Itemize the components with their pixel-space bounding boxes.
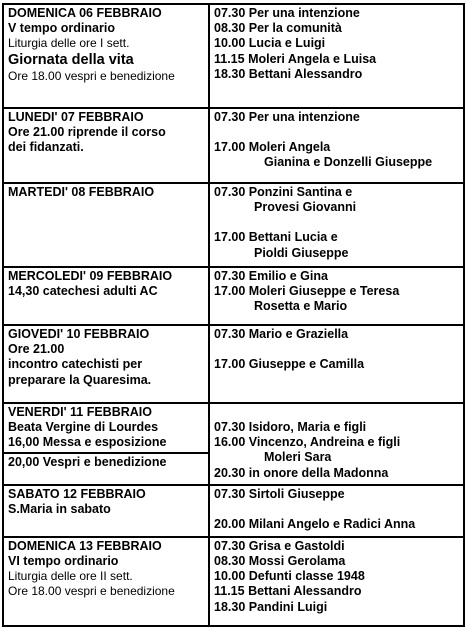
mass-intentions-cell [209,4,464,108]
day-heading: VENERDI' 11 FEBBRAIO [8,405,152,419]
mass-intentions-cell [209,267,464,325]
day-info-cell [3,4,209,108]
event-note: Ore 21.00 riprende il corso [8,125,166,140]
event-note: incontro catechisti per [8,357,143,372]
event-note: 20,00 Vespri e benedizione [8,454,167,469]
table-row [3,183,464,267]
mass-schedule-sheet [2,3,463,621]
vespers-note: Ore 18.00 vespri e benedizione [8,68,175,83]
mass-entry: 17.00 Bettani Lucia e [214,230,338,245]
table-row [3,267,464,325]
mass-entry: 07.30 Mario e Graziella [214,327,349,341]
mass-intentions-cell [209,403,464,485]
table-row [3,403,464,485]
table-row [3,485,464,537]
event-note: Ore 21.00 [8,342,65,357]
day-heading: DOMENICA 13 FEBBRAIO [8,538,162,553]
table-row [3,108,464,183]
mass-entry: 08.30 Mossi Gerolama [214,554,346,569]
mass-entry: 07.30 Grisa e Gastoldi [214,538,345,553]
mass-entry: 17.00 Moleri Giuseppe e Teresa [214,284,400,299]
mass-entry: 17.00 Moleri Angela [214,140,331,155]
mass-intentions-cell [209,485,464,537]
mass-entry: 18.30 Bettani Alessandro [214,66,363,81]
table-row [3,325,464,403]
schedule-table [2,3,465,627]
mass-entry: 11.15 Bettani Alessandro [214,584,362,599]
mass-entry-continued: Moleri Sara [264,450,332,465]
mass-entry: 10.00 Defunti classe 1948 [214,569,365,584]
cell-divider [4,452,208,454]
mass-entry: 08.30 Per la comunità [214,21,342,36]
mass-entry: 07.30 Per una intenzione [214,110,360,124]
mass-entry: 07.30 Sirtoli Giuseppe [214,486,345,501]
liturgical-week: V tempo ordinario [8,21,115,36]
mass-entry: 07.30 Per una intenzione [214,6,360,20]
mass-entry: 07.30 Ponzini Santina e [214,185,353,199]
feast-name: Beata Vergine di Lourdes [8,420,159,435]
mass-entry-continued: Pioldi Giuseppe [254,245,349,260]
mass-entry: 20.30 in onore della Madonna [214,465,389,480]
day-heading: MARTEDI' 08 FEBBRAIO [8,185,155,199]
special-day-title: Giornata della vita [8,51,134,68]
table-row [3,537,464,626]
mass-entry: 10.00 Lucia e Luigi [214,36,326,51]
event-note: 14,30 catechesi adulti AC [8,284,158,299]
day-info-cell [3,267,209,325]
mass-intentions-cell [209,108,464,183]
vespers-note: Ore 18.00 vespri e benedizione [8,584,175,599]
mass-entry: 20.00 Milani Angelo e Radici Anna [214,517,416,532]
day-heading: SABATO 12 FEBBRAIO [8,486,146,501]
mass-intentions-cell [209,537,464,626]
liturgy-hours-note: Liturgia delle ore II sett. [8,569,133,584]
day-heading: GIOVEDI' 10 FEBBRAIO [8,327,150,341]
mass-entry: 18.30 Pandini Luigi [214,599,328,614]
mass-entry: 07.30 Emilio e Gina [214,269,328,283]
day-info-cell [3,537,209,626]
day-info-cell [3,108,209,183]
mass-entry-continued: Gianina e Donzelli Giuseppe [264,155,433,170]
event-note: 16,00 Messa e esposizione [8,435,167,450]
event-note: preparare la Quaresima. [8,372,152,387]
mass-entry-continued: Provesi Giovanni [254,200,357,215]
event-note: S.Maria in sabato [8,502,111,517]
table-row [3,4,464,108]
liturgy-hours-note: Liturgia delle ore I sett. [8,36,130,51]
day-heading: MERCOLEDI' 09 FEBBRAIO [8,269,173,283]
day-info-cell [3,325,209,403]
day-info-cell [3,403,209,485]
day-info-cell [3,485,209,537]
day-heading: LUNEDI' 07 FEBBRAIO [8,110,144,124]
mass-entry: 11.15 Moleri Angela e Luisa [214,51,377,66]
mass-entry: 07.30 Isidoro, Maria e figli [214,420,367,434]
mass-intentions-cell [209,183,464,267]
mass-intentions-cell [209,325,464,403]
liturgical-week: VI tempo ordinario [8,554,119,569]
event-note: dei fidanzati. [8,140,84,155]
mass-entry-continued: Rosetta e Mario [254,299,348,314]
day-info-cell [3,183,209,267]
mass-entry: 17.00 Giuseppe e Camilla [214,357,365,372]
day-heading: DOMENICA 06 FEBBRAIO [8,6,162,20]
mass-entry: 16.00 Vincenzo, Andreina e figli [214,435,401,450]
